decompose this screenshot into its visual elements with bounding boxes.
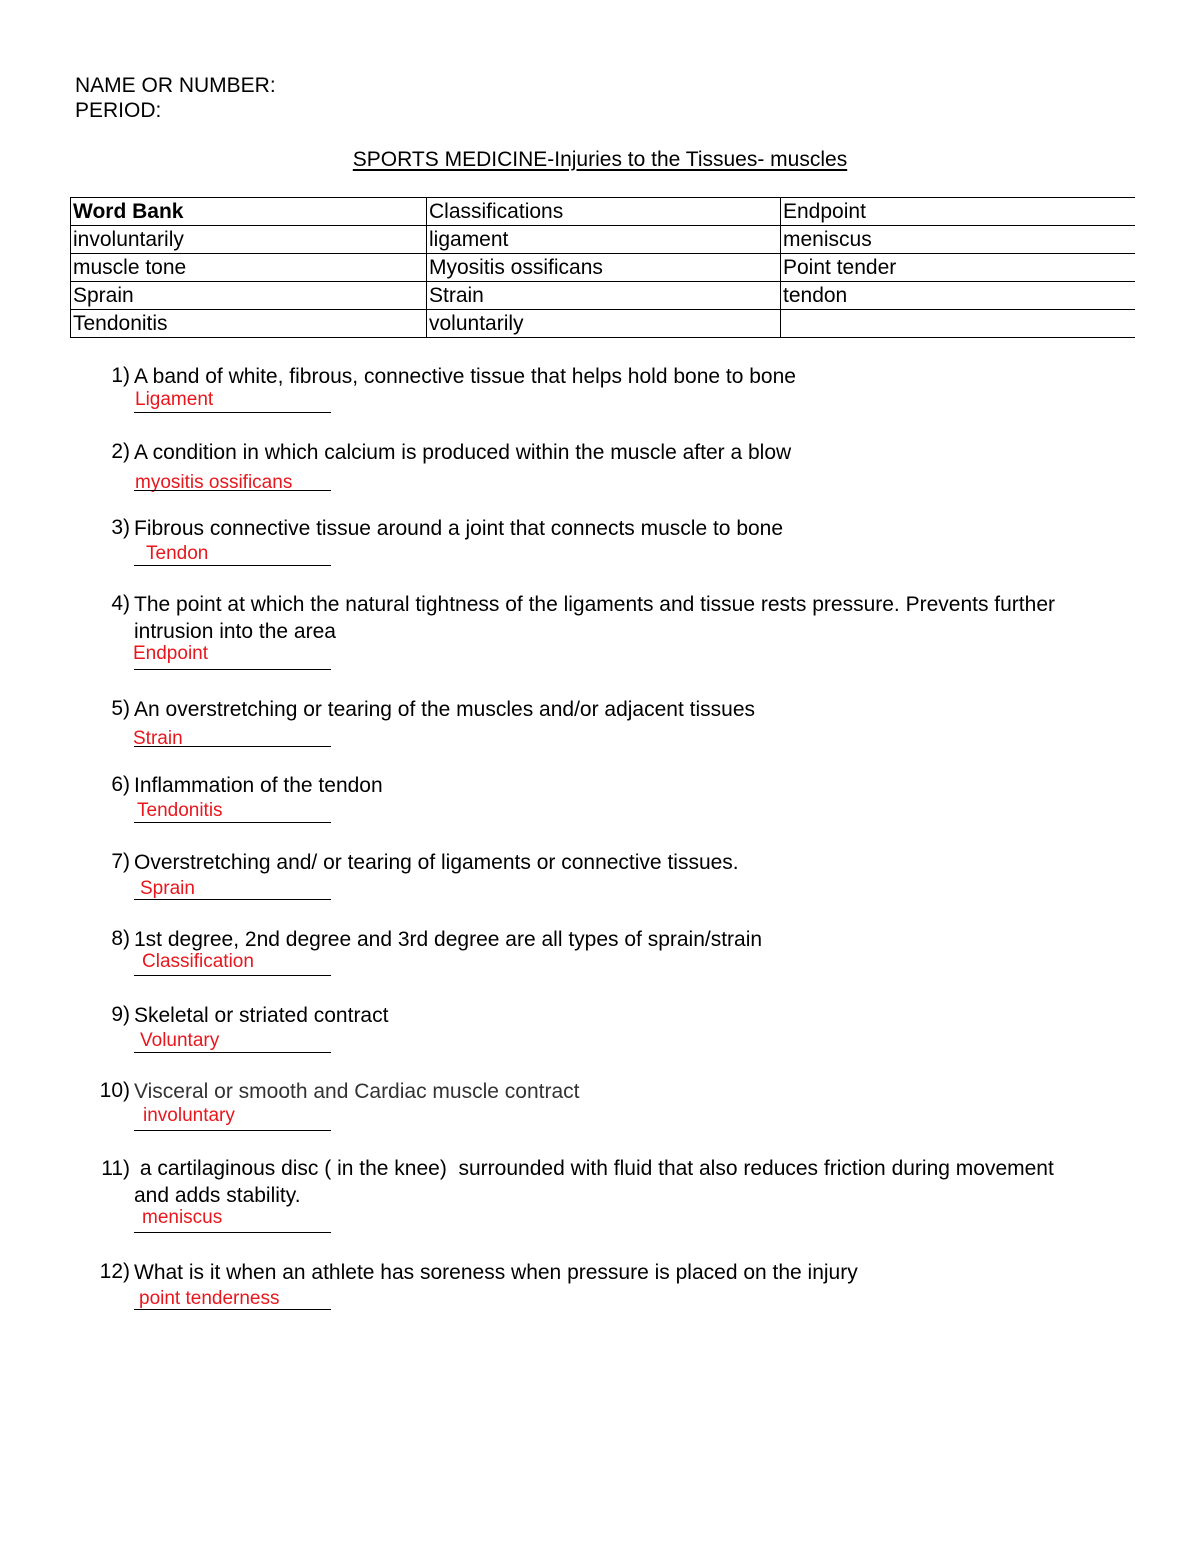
question-text: Skeletal or striated contract: [134, 1004, 389, 1027]
table-cell: meniscus: [781, 226, 1136, 254]
question-text: A band of white, fibrous, connective tissue that helps hold bone to bone: [134, 365, 796, 388]
table-row: [71, 254, 1136, 282]
question-number: 8): [111, 927, 130, 950]
question-number: 7): [111, 850, 130, 873]
table-cell: muscle tone: [71, 254, 427, 282]
question-number: 12): [99, 1260, 130, 1283]
table-cell: Sprain: [71, 282, 427, 310]
table-cell: Myositis ossificans: [427, 254, 781, 282]
answer-text: Ligament: [135, 389, 214, 410]
table-row: [71, 198, 1136, 226]
question-number: 1): [111, 364, 130, 387]
question-text: Fibrous connective tissue around a joint that connects muscle to bone: [134, 517, 784, 540]
question-text: Inflammation of the tendon: [134, 774, 383, 797]
answer-text: Strain: [133, 728, 183, 749]
answer-text: meniscus: [142, 1207, 223, 1228]
answer-line[interactable]: [134, 1232, 331, 1233]
question-text: What is it when an athlete has soreness when pressure is placed on the injury: [134, 1261, 858, 1284]
question-number: 5): [111, 697, 130, 720]
question-text: An overstretching or tearing of the muscles and/or adjacent tissues: [134, 698, 755, 721]
question-number: 10): [99, 1079, 130, 1102]
answer-text: Voluntary: [140, 1030, 220, 1051]
answer-text: involuntary: [143, 1105, 235, 1126]
word-bank-table: [70, 197, 1135, 338]
question-text: Overstretching and/ or tearing of ligaments or connective tissues.: [134, 851, 739, 874]
name-label: NAME OR NUMBER:: [75, 74, 276, 97]
answer-line[interactable]: [134, 1052, 331, 1053]
table-row: [71, 310, 1136, 338]
table-cell: Classifications: [427, 198, 781, 226]
answer-line[interactable]: [134, 746, 331, 747]
answer-line[interactable]: [134, 669, 331, 670]
question-text: A condition in which calcium is produced within the muscle after a blow: [134, 441, 792, 464]
question-text: The point at which the natural tightness of the ligaments and tissue rests pressure. Prevents further intrusion into the area: [134, 593, 1055, 643]
table-row: [71, 282, 1136, 310]
answer-text: Endpoint: [133, 643, 209, 664]
answer-text: Classification: [142, 951, 254, 972]
table-cell: involuntarily: [71, 226, 427, 254]
table-cell: Tendonitis: [71, 310, 427, 338]
table-cell: Strain: [427, 282, 781, 310]
page-title-text: SPORTS MEDICINE-Injuries to the Tissues- muscles: [352, 148, 848, 171]
question-text: 1st degree, 2nd degree and 3rd degree are all types of sprain/strain: [134, 928, 763, 951]
answer-text: point tenderness: [139, 1288, 280, 1309]
answer-line[interactable]: [134, 565, 331, 566]
period-label: PERIOD:: [75, 99, 162, 122]
question-number: 11): [101, 1157, 130, 1180]
answer-line[interactable]: [134, 1309, 331, 1310]
answer-text: Tendon: [146, 543, 209, 564]
answer-text: Tendonitis: [137, 800, 223, 821]
answer-text: myositis ossificans: [135, 472, 293, 493]
question-text: a cartilaginous disc ( in the knee) surrounded with fluid that also reduces friction during movement and adds stability.: [134, 1157, 1060, 1207]
table-cell: Point tender: [781, 254, 1136, 282]
answer-line[interactable]: [134, 899, 331, 900]
page-title: [0, 148, 1200, 172]
answer-line[interactable]: [134, 490, 331, 491]
word-bank-header-cell: Word Bank: [71, 198, 427, 226]
table-cell: [781, 310, 1136, 338]
table-cell: Endpoint: [781, 198, 1136, 226]
table-row: [71, 226, 1136, 254]
answer-text: Sprain: [140, 878, 195, 899]
answer-line[interactable]: [134, 975, 331, 976]
question-number: 2): [111, 440, 130, 463]
answer-line[interactable]: [134, 822, 331, 823]
question-number: 6): [111, 773, 130, 796]
question-number: 3): [111, 516, 130, 539]
table-cell: tendon: [781, 282, 1136, 310]
answer-line[interactable]: [134, 1130, 331, 1131]
table-cell: ligament: [427, 226, 781, 254]
question-number: 4): [111, 592, 130, 615]
table-cell: voluntarily: [427, 310, 781, 338]
answer-line[interactable]: [134, 412, 331, 413]
question-text: Visceral or smooth and Cardiac muscle contract: [134, 1080, 580, 1103]
question-number: 9): [111, 1003, 130, 1026]
